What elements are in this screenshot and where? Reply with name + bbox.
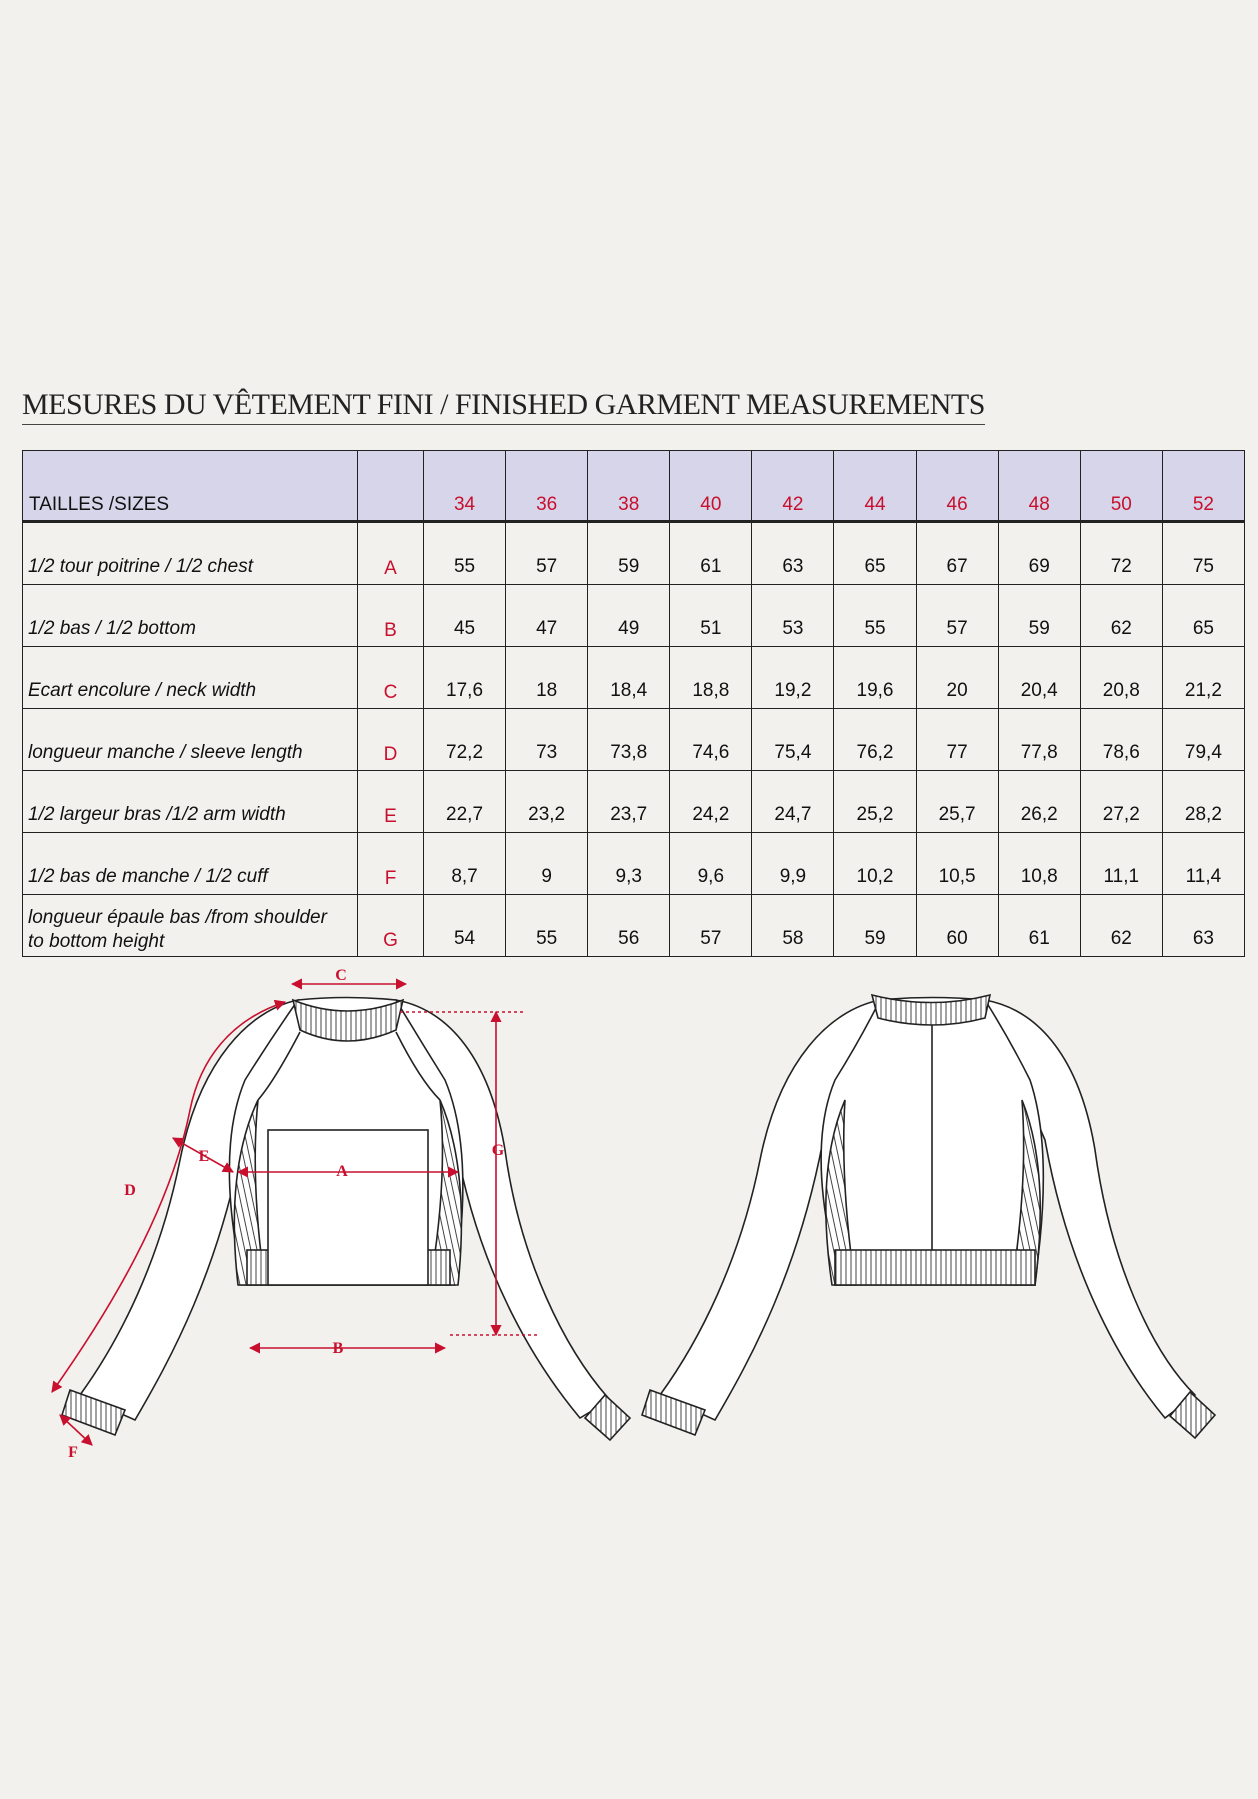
row-label: 1/2 bas / 1/2 bottom [23,585,358,647]
row-label-line1: longueur épaule bas /from shoulder [28,907,327,928]
row-letter: E [358,771,424,833]
table-row [23,585,1245,647]
cell-value: 23,7 [588,771,670,833]
cell-value: 67 [916,522,998,585]
cell-value: 19,2 [752,647,834,709]
table-row [23,647,1245,709]
table-header-row [23,451,1245,522]
cell-value: 60 [916,895,998,957]
cell-value: 8,7 [424,833,506,895]
cell-value: 20,8 [1080,647,1162,709]
cell-value: 21,2 [1162,647,1244,709]
row-letter: G [358,895,424,957]
cell-value: 61 [670,522,752,585]
page-title: MESURES DU VÊTEMENT FINI / FINISHED GARMENT MEASUREMENTS [22,388,985,425]
sizes-header-label: TAILLES /SIZES [23,451,358,522]
cell-value: 9,3 [588,833,670,895]
table-row [23,522,1245,585]
cell-value: 63 [1162,895,1244,957]
cell-value: 59 [998,585,1080,647]
row-label: 1/2 tour poitrine / 1/2 chest [23,522,358,585]
dim-label-b: B [332,1340,344,1357]
row-label: longueur manche / sleeve length [23,709,358,771]
cell-value: 9,9 [752,833,834,895]
cell-value: 55 [834,585,916,647]
dim-label-a: A [336,1163,348,1180]
cell-value: 9,6 [670,833,752,895]
cell-value: 23,2 [506,771,588,833]
cell-value: 24,7 [752,771,834,833]
garment-illustration [0,940,1258,1461]
cell-value: 26,2 [998,771,1080,833]
cell-value: 18 [506,647,588,709]
row-letter: D [358,709,424,771]
dim-label-d: D [124,1182,136,1199]
size-header: 46 [916,451,998,522]
cell-value: 72 [1080,522,1162,585]
size-header: 50 [1080,451,1162,522]
cell-value: 69 [998,522,1080,585]
front-view-drawing [62,998,630,1441]
cell-value: 55 [424,522,506,585]
cell-value: 72,2 [424,709,506,771]
cell-value: 20 [916,647,998,709]
size-header: 52 [1162,451,1244,522]
cell-value: 74,6 [670,709,752,771]
row-letter: B [358,585,424,647]
cell-value: 27,2 [1080,771,1162,833]
measurements-table [22,450,1245,957]
cell-value: 10,5 [916,833,998,895]
cell-value: 76,2 [834,709,916,771]
cell-value: 63 [752,522,834,585]
row-letter: A [358,522,424,585]
size-header: 42 [752,451,834,522]
cell-value: 62 [1080,585,1162,647]
cell-value: 11,1 [1080,833,1162,895]
dim-label-c: C [335,967,347,984]
cell-value: 9 [506,833,588,895]
size-header: 38 [588,451,670,522]
size-header: 48 [998,451,1080,522]
letter-header-cell [358,451,424,522]
dim-label-g: G [491,1142,505,1159]
cell-value: 25,2 [834,771,916,833]
size-header: 34 [424,451,506,522]
cell-value: 18,8 [670,647,752,709]
cell-value: 58 [752,895,834,957]
cell-value: 59 [834,895,916,957]
cell-value: 54 [424,895,506,957]
table-row [23,709,1245,771]
cell-value: 55 [506,895,588,957]
cell-value: 59 [588,522,670,585]
cell-value: 56 [588,895,670,957]
cell-value: 25,7 [916,771,998,833]
cell-value: 61 [998,895,1080,957]
cell-value: 20,4 [998,647,1080,709]
row-label: 1/2 largeur bras /1/2 arm width [23,771,358,833]
cell-value: 65 [1162,585,1244,647]
cell-value: 77,8 [998,709,1080,771]
row-label: Ecart encolure / neck width [23,647,358,709]
cell-value: 17,6 [424,647,506,709]
cell-value: 11,4 [1162,833,1244,895]
row-label-line2: to bottom height [28,931,165,952]
back-view-drawing [642,995,1215,1438]
cell-value: 51 [670,585,752,647]
row-letter: F [358,833,424,895]
cell-value: 73,8 [588,709,670,771]
cell-value: 62 [1080,895,1162,957]
row-letter: C [358,647,424,709]
cell-value: 75,4 [752,709,834,771]
cell-value: 19,6 [834,647,916,709]
cell-value: 57 [670,895,752,957]
cell-value: 53 [752,585,834,647]
size-header: 44 [834,451,916,522]
table-row [23,833,1245,895]
dim-label-f: F [68,1444,78,1461]
table-row [23,771,1245,833]
cell-value: 57 [506,522,588,585]
size-header: 40 [670,451,752,522]
cell-value: 22,7 [424,771,506,833]
cell-value: 57 [916,585,998,647]
cell-value: 28,2 [1162,771,1244,833]
cell-value: 47 [506,585,588,647]
cell-value: 18,4 [588,647,670,709]
cell-value: 49 [588,585,670,647]
cell-value: 45 [424,585,506,647]
cell-value: 65 [834,522,916,585]
cell-value: 73 [506,709,588,771]
dim-label-e: E [198,1148,210,1165]
row-label: 1/2 bas de manche / 1/2 cuff [23,833,358,895]
cell-value: 10,8 [998,833,1080,895]
cell-value: 78,6 [1080,709,1162,771]
cell-value: 24,2 [670,771,752,833]
size-header: 36 [506,451,588,522]
cell-value: 75 [1162,522,1244,585]
cell-value: 10,2 [834,833,916,895]
cell-value: 79,4 [1162,709,1244,771]
cell-value: 77 [916,709,998,771]
